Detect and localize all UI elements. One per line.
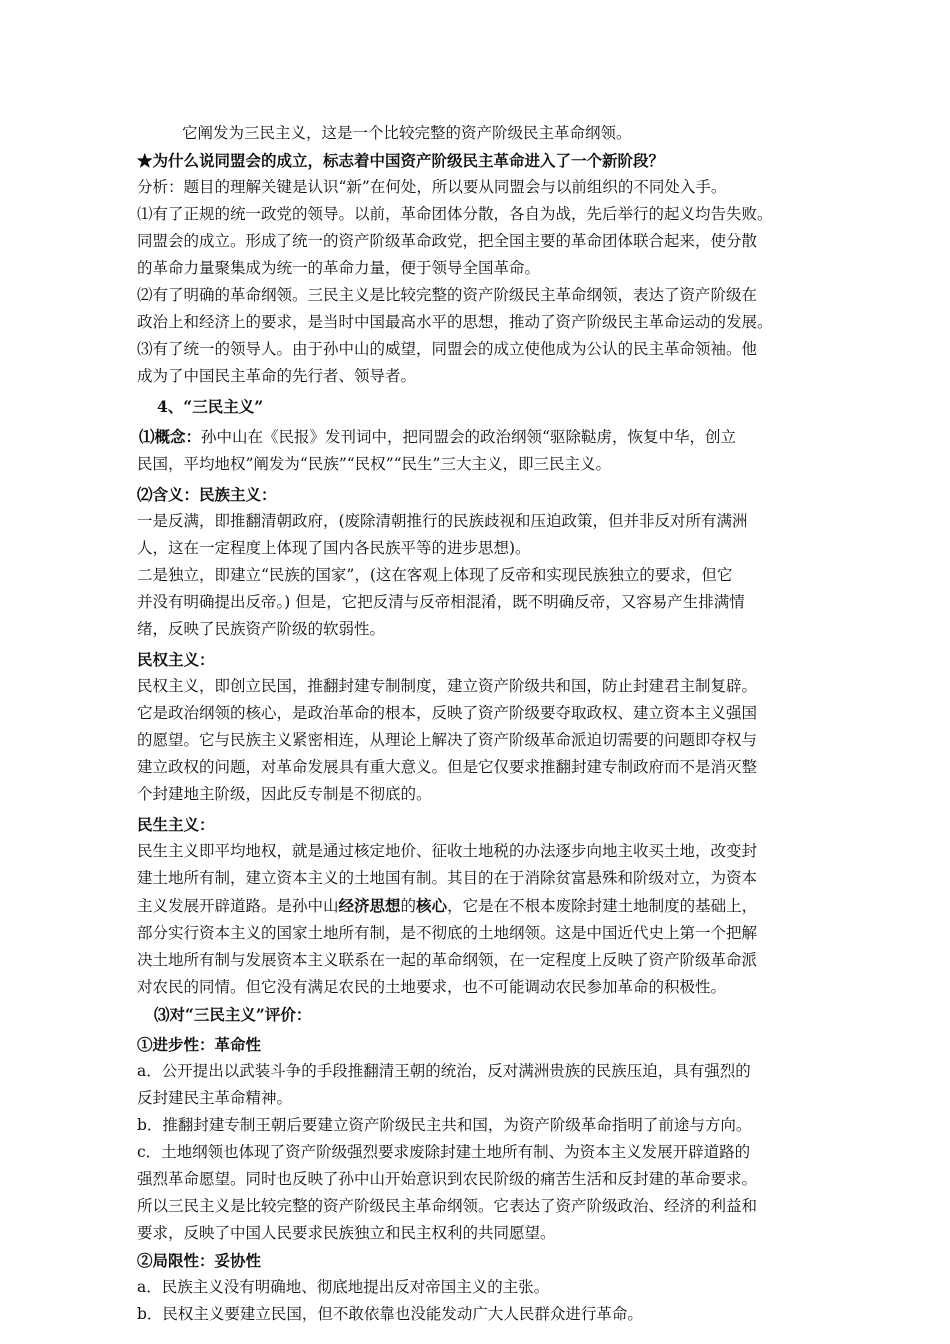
limitation-block [137, 1274, 820, 1328]
nationalism-line-5: 绪，反映了民族资产阶级的软弱性。 [137, 620, 386, 638]
livelihood-line-6: 对农民的同情。但它没有满足农民的土地要求，也不可能调动农民参加革命的积极性。 [137, 978, 727, 996]
concept-block [137, 423, 820, 478]
progressive-a-line-2: 反封建民主革命精神。 [137, 1089, 293, 1107]
progressive-b-line-1: b．推翻封建专制王朝后要建立资产阶级民主共和国，为资产阶级革命指明了前途与方向。 [137, 1116, 752, 1134]
livelihood-line-3 [137, 892, 820, 920]
civil-rights-heading: 民权主义： [137, 650, 215, 669]
civil-rights-line-1: 民权主义，即创立民国，推翻封建专制制度，建立资产阶级共和国，防止封建君主制复辟。 [137, 677, 758, 695]
progressive-c-line-2: 强烈革命愿望。同时也反映了孙中山开始意识到农民阶级的痛苦生活和反封建的革命要求。 [137, 1170, 758, 1188]
point-1-line-1: ⑴有了正规的统一政党的领导。以前，革命团体分散，各自为战，先后举行的起义均告失败。 [137, 205, 773, 223]
point-1 [137, 201, 820, 282]
intro-paragraph: 它阐发为三民主义，这是一个比较完整的资产阶级民主革命纲领。 [182, 124, 632, 142]
livelihood-heading: 民生主义： [137, 815, 215, 834]
livelihood-line-5: 决土地所有制与发展资本主义联系在一起的革命纲领，在一定程度上反映了资产阶级革命派 [137, 951, 758, 969]
nationalism-line-1: 一是反满，即推翻清朝政府，(废除清朝推行的民族歧视和压迫政策，但并非反对所有满洲 [137, 512, 748, 530]
civil-rights-line-2: 它是政治纲领的核心，是政治革命的根本，反映了资产阶级要夺取政权、建立资本主义强国 [137, 704, 758, 722]
nationalism-line-4: 并没有明确提出反帝。) 但是，它把反清与反帝相混淆，既不明确反帝，又容易产生排满情 [137, 593, 745, 611]
point-2-line-1: ⑵有了明确的革命纲领。三民主义是比较完整的资产阶级民主革命纲领，表达了资产阶级在 [137, 286, 758, 304]
limitation-a-line-1: a．民族主义没有明确地、彻底地提出反对帝国主义的主张。 [137, 1278, 550, 1296]
question-heading: ★为什么说同盟会的成立，标志着中国资产阶级民主革命进入了一个新阶段？ [137, 151, 665, 170]
nationalism-line-3: 二是独立，即建立“民族的国家”，(这在客观上体现了反帝和实现民族独立的要求，但它 [137, 566, 733, 584]
concept-label: ⑴概念： [139, 427, 202, 446]
civil-rights-block [137, 673, 820, 808]
point-1-line-3: 的革命力量聚集成为统一的革命力量，便于领导全国革命。 [137, 259, 541, 277]
meaning-heading: ⑵含义：民族主义： [137, 485, 277, 504]
progressive-block [137, 1058, 820, 1247]
point-2-line-2: 政治上和经济上的要求，是当时中国最高水平的思想，推动了资产阶级民主革命运动的发展。 [137, 313, 773, 331]
point-3-line-2: 成为了中国民主革命的先行者、领导者。 [137, 367, 417, 385]
limitation-b-line-1: b．民权主义要建立民国，但不敢依靠也没能发动广大人民群众进行革命。 [137, 1305, 643, 1323]
analysis-text: 分析：题目的理解关键是认识“新”在何处，所以要从同盟会与以前组织的不同处入手。 [137, 178, 727, 196]
concept-line-1: 孙中山在《民报》发刊词中，把同盟会的政治纲领“驱除鞑虏，恢复中华，创立 [201, 428, 736, 446]
economic-thought-emphasis: 经济思想 [338, 896, 401, 915]
civil-rights-line-4: 建立政权的问题，对革命发展具有重大意义。但是它仅要求推翻封建专制政府而不是消灭整 [137, 758, 758, 776]
point-2 [137, 282, 820, 336]
progressive-a-line-1: a．公开提出以武装斗争的手段推翻清王朝的统治，反对满洲贵族的民族压迫，具有强烈的 [137, 1062, 751, 1080]
civil-rights-line-3: 的愿望。它与民族主义紧密相连，从理论上解决了资产阶级革命派迫切需要的问题即夺权与 [137, 731, 758, 749]
livelihood-line-4: 部分实行资本主义的国家土地所有制，是不彻底的土地纲领。这是中国近代史上第一个把解 [137, 924, 758, 942]
point-1-line-2: 同盟会的成立。形成了统一的资产阶级革命政党，把全国主要的革命团体联合起来，使分散 [137, 232, 758, 250]
civil-rights-line-5: 个封建地主阶级，因此反专制是不彻底的。 [137, 785, 432, 803]
progressive-c-line-4: 要求，反映了中国人民要求民族独立和民主权利的共同愿望。 [137, 1224, 556, 1242]
progressive-c-line-3: 所以三民主义是比较完整的资产阶级民主革命纲领。它表达了资产阶级政治、经济的利益和 [137, 1197, 758, 1215]
point-3-line-1: ⑶有了统一的领导人。由于孙中山的威望，同盟会的成立使他成为公认的民主革命领袖。他 [137, 340, 758, 358]
livelihood-line-3-e: ，它是在不根本废除封建土地制度的基础上， [447, 897, 758, 915]
limitation-heading: ②局限性：妥协性 [137, 1251, 262, 1270]
progressive-heading: ①进步性：革命性 [137, 1035, 262, 1054]
evaluation-heading: ⑶对“三民主义”评价： [154, 1005, 312, 1024]
nationalism-line-2: 人，这在一定程度上体现了国内各民族平等的进步思想)。 [137, 539, 531, 557]
core-emphasis: 核心 [416, 896, 448, 915]
livelihood-line-2: 建土地所有制，建立资本主义的土地国有制。其目的在于消除贫富悬殊和阶级对立，为资本 [137, 869, 758, 887]
point-3 [137, 336, 820, 390]
livelihood-line-3-a: 主义发展开辟道路。是孙中山 [137, 897, 339, 915]
livelihood-line-1: 民生主义即平均地权，就是通过核定地价、征收土地税的办法逐步向地主收买土地，改变封 [137, 842, 758, 860]
livelihood-block [137, 838, 820, 1001]
livelihood-line-3-c: 的 [400, 897, 417, 915]
section-4-heading: 4、“三民主义” [157, 397, 264, 416]
nationalism-block [137, 508, 820, 643]
progressive-c-line-1: c．土地纲领也体现了资产阶级强烈要求废除封建土地所有制、为资本主义发展开辟道路的 [137, 1143, 751, 1161]
concept-line-2: 民国，平均地权”阐发为“民族”“民权”“民生”三大主义，即三民主义。 [137, 455, 611, 473]
